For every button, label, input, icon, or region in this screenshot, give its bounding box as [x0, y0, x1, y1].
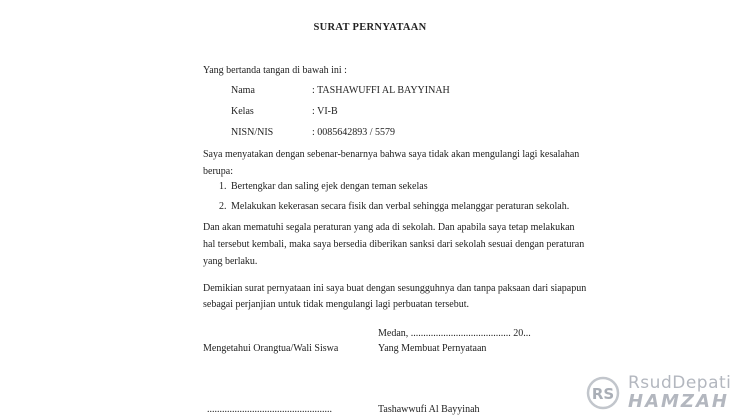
- offense-item: Bertengkar dan saling ejek dengan teman sekelas: [231, 181, 428, 192]
- right-signer-role: Yang Membuat Pernyataan: [378, 343, 487, 354]
- commitment-text: yang berlaku.: [203, 256, 258, 267]
- offense-number: 2.: [219, 201, 227, 212]
- watermark-logo-text: RS: [591, 385, 615, 403]
- commitment-text: Dan akan mematuhi segala peraturan yang ada di sekolah. Dan apabila saya tetap melakukan: [203, 222, 575, 233]
- offense-item: Melakukan kekerasan secara fisik dan verbal sehingga melanggar peraturan sekolah.: [231, 201, 570, 212]
- closing-text: Demikian surat pernyataan ini saya buat dengan sesungguhnya dan tanpa paksaan dari siapapun: [203, 283, 587, 294]
- commitment-text: hal tersebut kembali, maka saya bersedia diberikan sanksi dari sekolah sesuai dengan peraturan: [203, 239, 585, 250]
- closing-text: sebagai perjanjian untuk tidak mengulangi lagi perbuatan tersebut.: [203, 299, 470, 310]
- field-label-class: Kelas: [231, 106, 254, 117]
- left-signer-role: Mengetahui Orangtua/Wali Siswa: [203, 343, 339, 354]
- field-label-name: Nama: [231, 85, 255, 96]
- right-signer-name: Tashawwufi Al Bayyinah: [378, 404, 480, 415]
- statement-text: Saya menyatakan dengan sebenar-benarnya bahwa saya tidak akan mengulangi lagi kesalahan: [203, 149, 580, 160]
- watermark-line1: RsudDepati: [628, 373, 732, 393]
- field-value-name: : TASHAWUFFI AL BAYYINAH: [312, 85, 450, 96]
- watermark-line2: HAMZAH: [628, 391, 729, 412]
- left-signer-name: ..................................................: [207, 404, 332, 415]
- offense-number: 1.: [219, 181, 227, 192]
- page-title: SURAT PERNYATAAN: [313, 22, 427, 33]
- statement-text: berupa:: [203, 166, 233, 177]
- field-value-class: : VI-B: [312, 106, 338, 117]
- field-value-nisn: : 0085642893 / 5579: [312, 127, 396, 138]
- rs-logo-icon: [586, 376, 624, 410]
- field-label-nisn: NISN/NIS: [231, 127, 274, 138]
- intro-text: Yang bertanda tangan di bawah ini :: [203, 65, 347, 76]
- place-date: Medan, ........................................ 20...: [378, 328, 531, 339]
